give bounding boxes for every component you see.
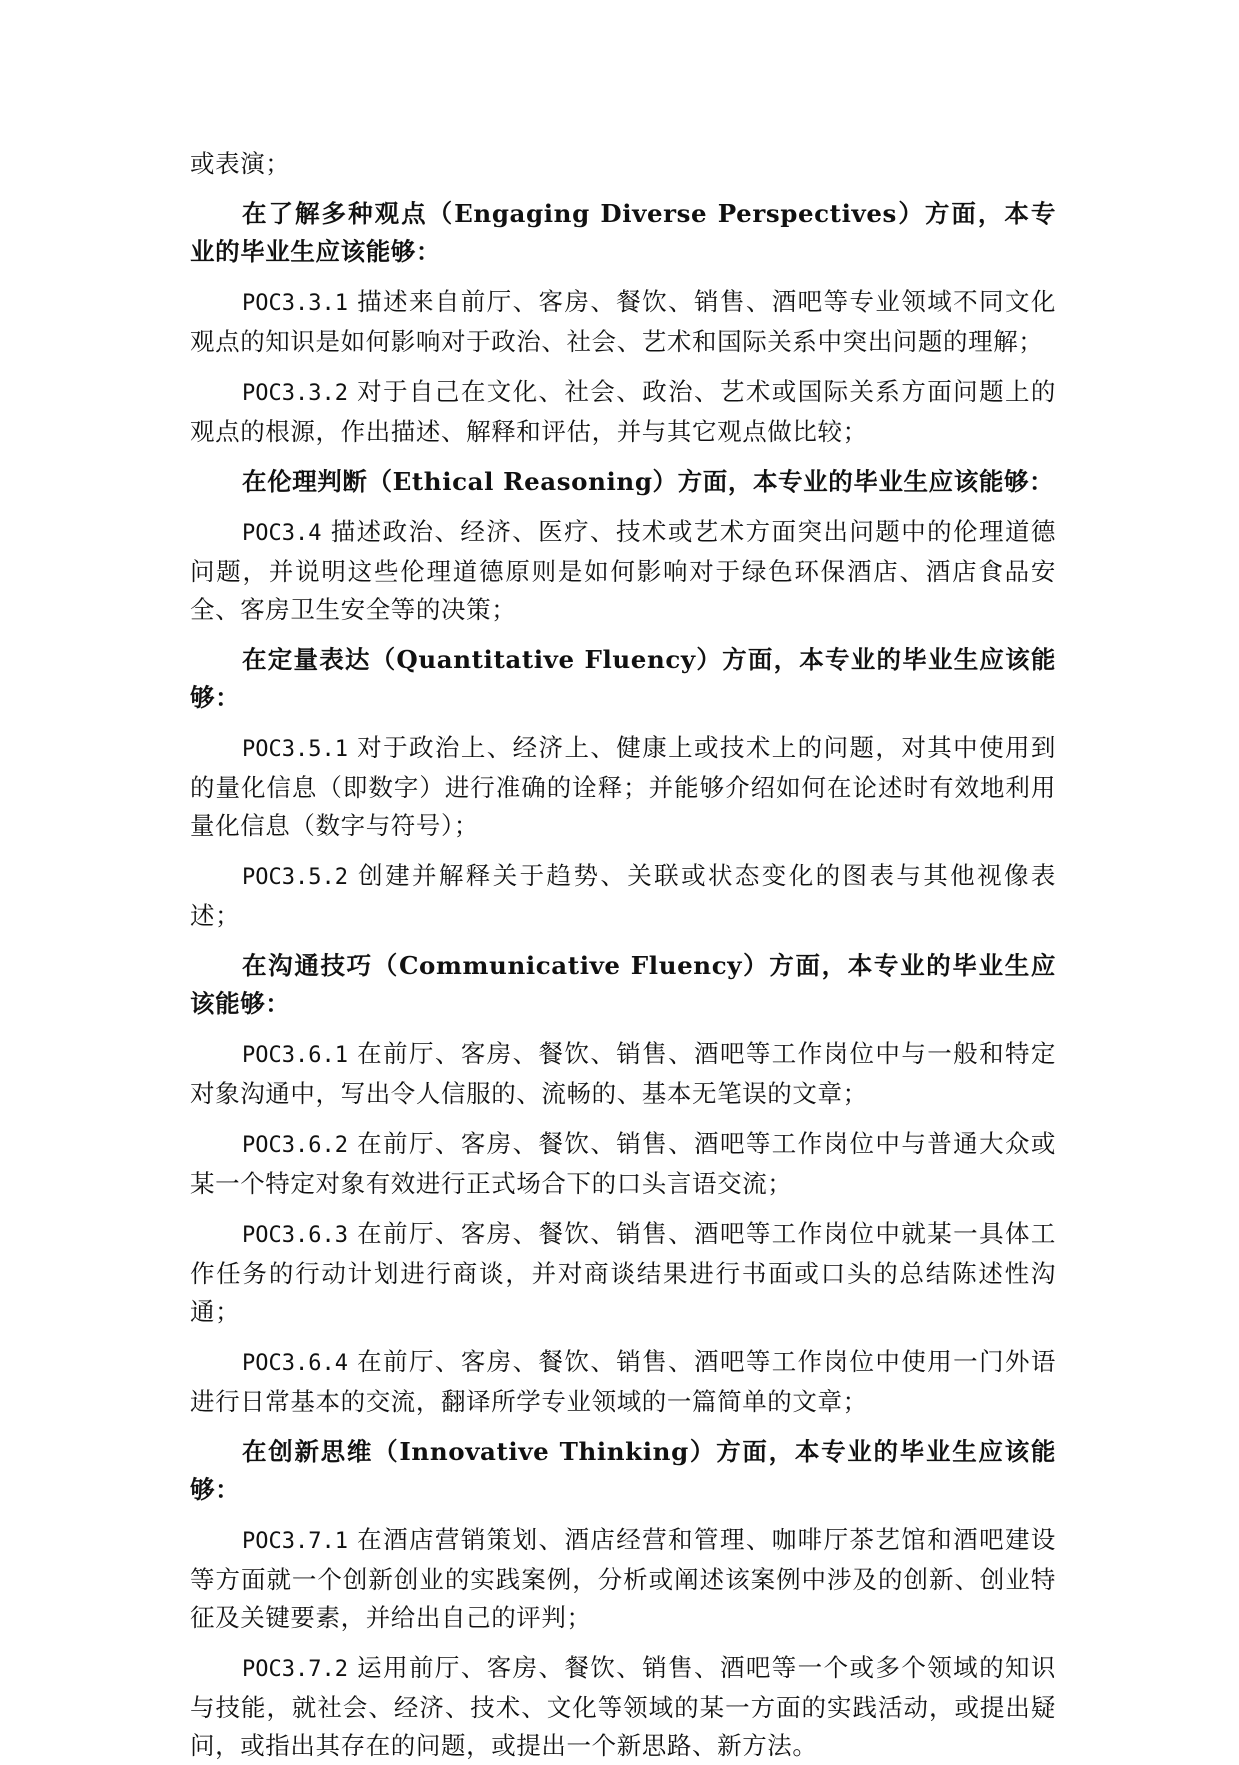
outcome-item [190,729,1056,845]
section-heading-communicative-fluency: 在沟通技巧（Communicative Fluency）方面，本专业的毕业生应该能够： [190,951,1056,1018]
outcome-code: POC3.4 [242,521,322,546]
outcome-text: 在酒店营销策划、酒店经营和管理、咖啡厅茶艺馆和酒吧建设等方面就一个创新创业的实践案例，分析或阐述该案例中涉及的创新、创业特征及关键要素，并给出自己的评判； [190,1525,1056,1632]
outcome-code: POC3.6.3 [242,1223,348,1248]
outcome-item [190,283,1056,361]
outcome-item [190,1521,1056,1637]
outcome-code: POC3.5.1 [242,737,348,762]
section-heading-quantitative-fluency: 在定量表达（Quantitative Fluency）方面，本专业的毕业生应该能够： [190,645,1056,712]
outcome-item [190,373,1056,451]
outcome-item [190,1343,1056,1421]
outcome-text: 在前厅、客房、餐饮、销售、酒吧等工作岗位中与一般和特定对象沟通中，写出令人信服的、流畅的、基本无笔误的文章； [190,1039,1056,1108]
outcome-text: 描述来自前厅、客房、餐饮、销售、酒吧等专业领域不同文化观点的知识是如何影响对于政治、社会、艺术和国际关系中突出问题的理解； [190,287,1056,356]
outcome-code: POC3.7.2 [242,1657,348,1682]
outcome-text: 描述政治、经济、医疗、技术或艺术方面突出问题中的伦理道德问题，并说明这些伦理道德原则是如何影响对于绿色环保酒店、酒店食品安全、客房卫生安全等的决策； [190,517,1057,624]
outcome-item [190,1649,1056,1765]
outcome-item [190,1035,1056,1113]
document-page [190,145,1056,1765]
section-heading-ethical-reasoning: 在伦理判断（Ethical Reasoning）方面，本专业的毕业生应该能够： [242,467,1055,496]
paragraph-continuation: 或表演； [190,149,291,178]
outcome-text: 在前厅、客房、餐饮、销售、酒吧等工作岗位中与普通大众或某一个特定对象有效进行正式场合下的口头言语交流； [190,1129,1056,1198]
outcome-item [190,1125,1056,1203]
section-heading-diverse-perspectives: 在了解多种观点（Engaging Diverse Perspectives）方面，本专业的毕业生应该能够： [190,199,1056,266]
outcome-item [190,513,1056,629]
outcome-text: 在前厅、客房、餐饮、销售、酒吧等工作岗位中就某一具体工作任务的行动计划进行商谈，并对商谈结果进行书面或口头的总结陈述性沟通； [190,1219,1056,1326]
section-heading-innovative-thinking: 在创新思维（Innovative Thinking）方面，本专业的毕业生应该能够： [190,1437,1056,1504]
outcome-code: POC3.3.1 [242,291,348,316]
outcome-code: POC3.5.2 [242,865,348,890]
outcome-text: 运用前厅、客房、餐饮、销售、酒吧等一个或多个领域的知识与技能，就社会、经济、技术、文化等领域的某一方面的实践活动，或提出疑问，或指出其存在的问题，或提出一个新思路、新方法。 [190,1653,1056,1760]
outcome-code: POC3.3.2 [242,381,348,406]
outcome-code: POC3.6.1 [242,1043,348,1068]
outcome-text: 对于政治上、经济上、健康上或技术上的问题，对其中使用到的量化信息（即数字）进行准确的诠释；并能够介绍如何在论述时有效地利用量化信息（数字与符号）； [190,733,1056,840]
outcome-code: POC3.7.1 [242,1529,348,1554]
outcome-text: 创建并解释关于趋势、关联或状态变化的图表与其他视像表述； [190,861,1056,930]
outcome-code: POC3.6.4 [242,1351,348,1376]
outcome-text: 在前厅、客房、餐饮、销售、酒吧等工作岗位中使用一门外语进行日常基本的交流，翻译所学专业领域的一篇简单的文章； [190,1347,1056,1416]
outcome-code: POC3.6.2 [242,1133,348,1158]
outcome-item [190,857,1056,935]
outcome-item [190,1215,1056,1331]
outcome-text: 对于自己在文化、社会、政治、艺术或国际关系方面问题上的观点的根源，作出描述、解释和评估，并与其它观点做比较； [190,377,1056,446]
